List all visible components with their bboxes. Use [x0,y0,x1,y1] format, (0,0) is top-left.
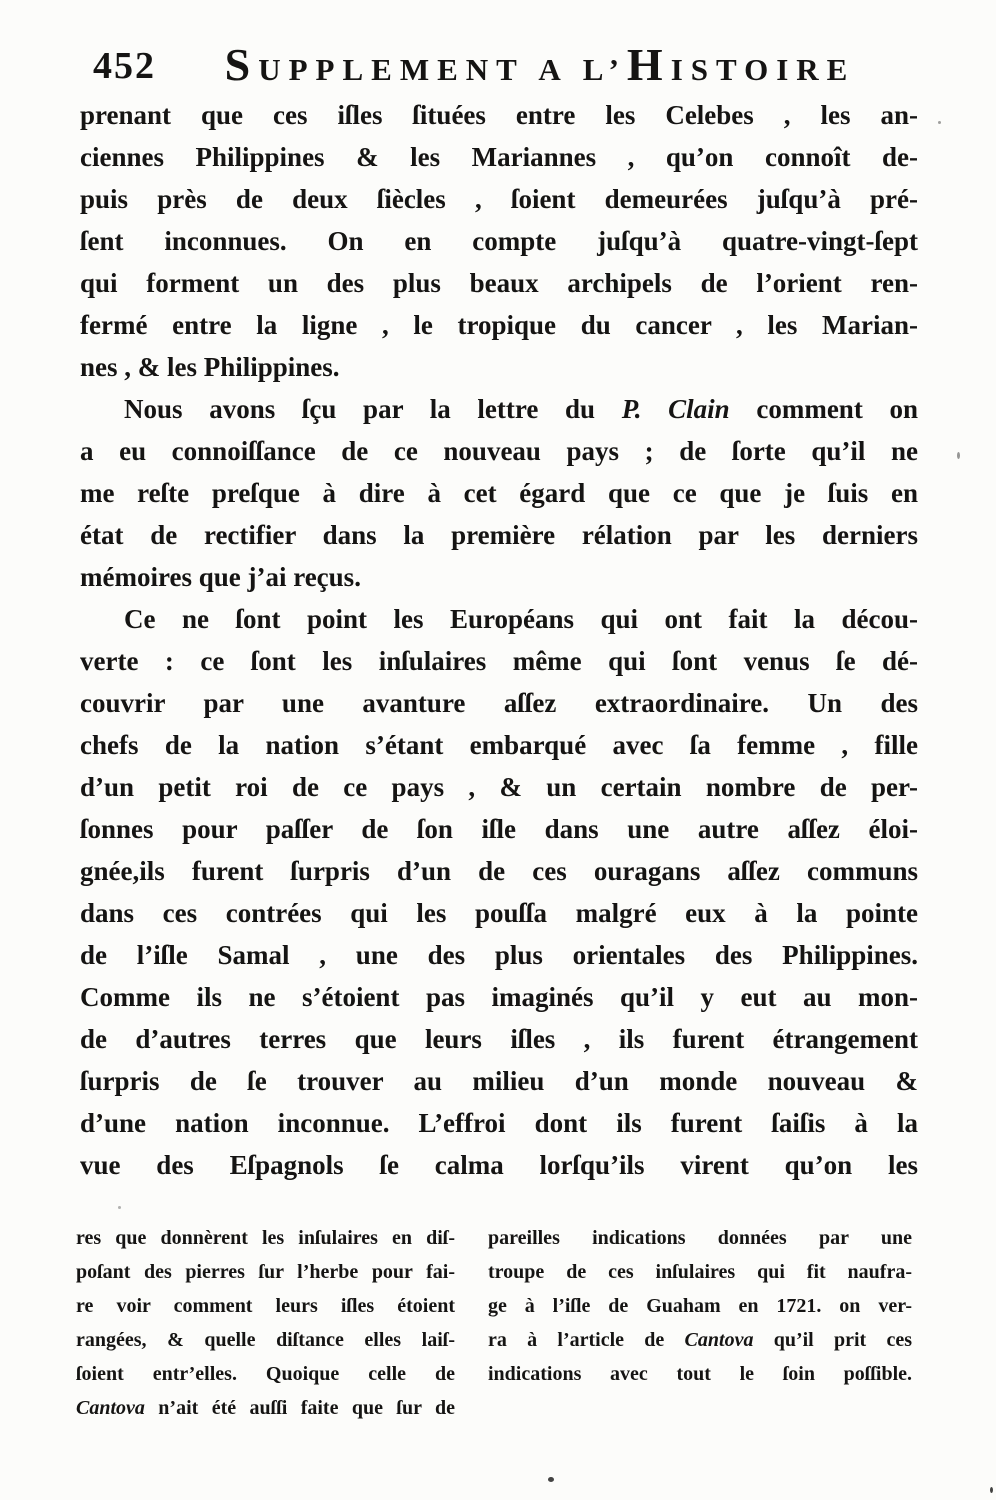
text-segment: H [626,39,671,90]
text-segment: P. Clain [621,394,730,424]
body-text-line [80,472,918,514]
footnote-line [488,1221,912,1255]
text-segment: ſonnes pour paſſer de ſon iſle dans une autre aſſez éloi- [80,814,918,844]
text-segment: poſant des pierres ſur l’herbe pour fai- [76,1261,455,1283]
scan-speck [957,452,960,459]
body-text-line [80,556,918,598]
body-text-line [80,934,918,976]
body-text-line [80,1144,918,1186]
text-segment: nes , & les Philippines. [80,352,340,382]
text-segment: ciennes Philippines & les Mariannes , qu’on connoît de- [80,142,918,172]
text-segment: Comme ils ne s’étoient pas imaginés qu’il y eut au mon- [80,982,918,1012]
text-segment: Cantova [684,1329,754,1351]
footnote-line [76,1221,455,1255]
body-text-line [80,220,918,262]
text-segment: mémoires que j’ai reçus. [80,562,361,592]
footnote-line [488,1357,912,1391]
text-segment: état de rectifier dans la première rélation par les derniers [80,520,918,550]
body-text-line [80,598,918,640]
text-segment: n’ait été auſſi faite que ſur de [144,1397,455,1419]
footnote-line [488,1289,912,1323]
text-segment: re voir comment leurs iſles étoient [76,1295,455,1317]
footnote-line [76,1289,455,1323]
text-segment: d’une nation inconnue. L’effroi dont ils furent ſaiſis à la [80,1108,918,1138]
body-text-line [80,976,918,1018]
text-segment: comment on [729,394,918,424]
text-segment: prenant que ces iſles ſituées entre les Celebes , les an- [80,100,918,130]
body-text-line [80,94,918,136]
text-segment: ge à l’iſle de Guaham en 1721. on ver- [488,1295,912,1317]
text-segment: me reſte preſque à dire à cet égard que ce que je ſuis en [80,478,918,508]
body-text-line [80,640,918,682]
text-segment: a eu connoiſſance de ce nouveau pays ; de ſorte qu’il ne [80,436,918,466]
text-segment: ISTOIRE [670,52,856,87]
text-segment: Nous avons ſçu par la lettre du [124,394,622,424]
body-text-line [80,724,918,766]
text-segment: ſoient entr’elles. Quoique celle de [76,1363,455,1385]
text-segment: d’un petit roi de ce pays , & un certain nombre de per- [80,772,918,802]
running-head-line [185,40,895,101]
text-segment: dans ces contrées qui les pouſſa malgré eux à la pointe [80,898,918,928]
scan-speck [548,1477,554,1482]
text-segment: ſurpris de ſe trouver au milieu d’un monde nouveau & [80,1066,918,1096]
text-segment: troupe de ces inſulaires qui fit naufra- [488,1261,912,1283]
scan-speck [938,121,941,124]
body-text-line [80,304,918,346]
text-segment: indications avec tout le ſoin poſſible. [488,1363,912,1385]
running-head [185,40,895,101]
footnote-right-column [488,1221,912,1391]
text-segment: UPPLEMENT [258,52,525,87]
footnote-line [488,1323,912,1357]
text-segment: pareilles indications données par une [488,1227,912,1249]
body-text-line [80,850,918,892]
text-segment: Cantova [76,1397,145,1419]
footnote-left-column [76,1221,455,1425]
text-segment: rangées, & quelle diſtance elles laiſ- [76,1329,455,1351]
text-segment: Ce ne ſont point les Européans qui ont fait la décou- [124,604,918,634]
text-segment: vue des Eſpagnols ſe calma lorſqu’ils virent qu’on les [80,1150,918,1180]
text-segment: ſent inconnues. On en compte juſqu’à quatre-vingt-ſept [80,226,918,256]
text-segment: qu’il prit ces [753,1329,913,1351]
body-text-line [80,346,918,388]
body-text-line [80,514,918,556]
text-segment: S [224,39,259,90]
body-text [80,94,918,1186]
text-segment: ra à l’article de [488,1329,685,1351]
footnote-line [76,1391,455,1425]
text-segment: gnée,ils furent ſurpris d’un de ces ouragans aſſez communs [80,856,918,886]
text-segment: verte : ce ſont les inſulaires même qui ſont venus ſe dé- [80,646,918,676]
body-text-line [80,766,918,808]
text-segment: A L’ [524,52,627,87]
body-text-line [80,682,918,724]
body-text-line [80,1018,918,1060]
scan-speck [990,1487,993,1493]
text-segment: fermé entre la ligne , le tropique du cancer , les Marian- [80,310,918,340]
footnote-line [76,1357,455,1391]
body-text-line [80,430,918,472]
body-text-line [80,136,918,178]
footnote-line [76,1255,455,1289]
text-segment: qui forment un des plus beaux archipels de l’orient ren- [80,268,918,298]
body-text-line [80,1060,918,1102]
scan-speck [118,1206,121,1209]
footnote-line [76,1323,455,1357]
body-text-line [80,1102,918,1144]
body-text-line [80,262,918,304]
text-segment: chefs de la nation s’étant embarqué avec ſa femme , fille [80,730,918,760]
body-text-line [80,178,918,220]
text-segment: de d’autres terres que leurs iſles , ils furent étrangement [80,1024,918,1054]
page-number: 452 [93,45,156,87]
body-text-line [80,892,918,934]
text-segment: puis près de deux ſiècles , ſoient demeurées juſqu’à pré- [80,184,918,214]
text-segment: couvrir par une avanture aſſez extraordinaire. Un des [80,688,918,718]
body-text-line [80,388,918,430]
text-segment: de l’iſle Samal , une des plus orientales des Philippines. [80,940,918,970]
footnote-line [488,1255,912,1289]
body-text-line [80,808,918,850]
text-segment: res que donnèrent les inſulaires en diſ- [76,1227,455,1249]
